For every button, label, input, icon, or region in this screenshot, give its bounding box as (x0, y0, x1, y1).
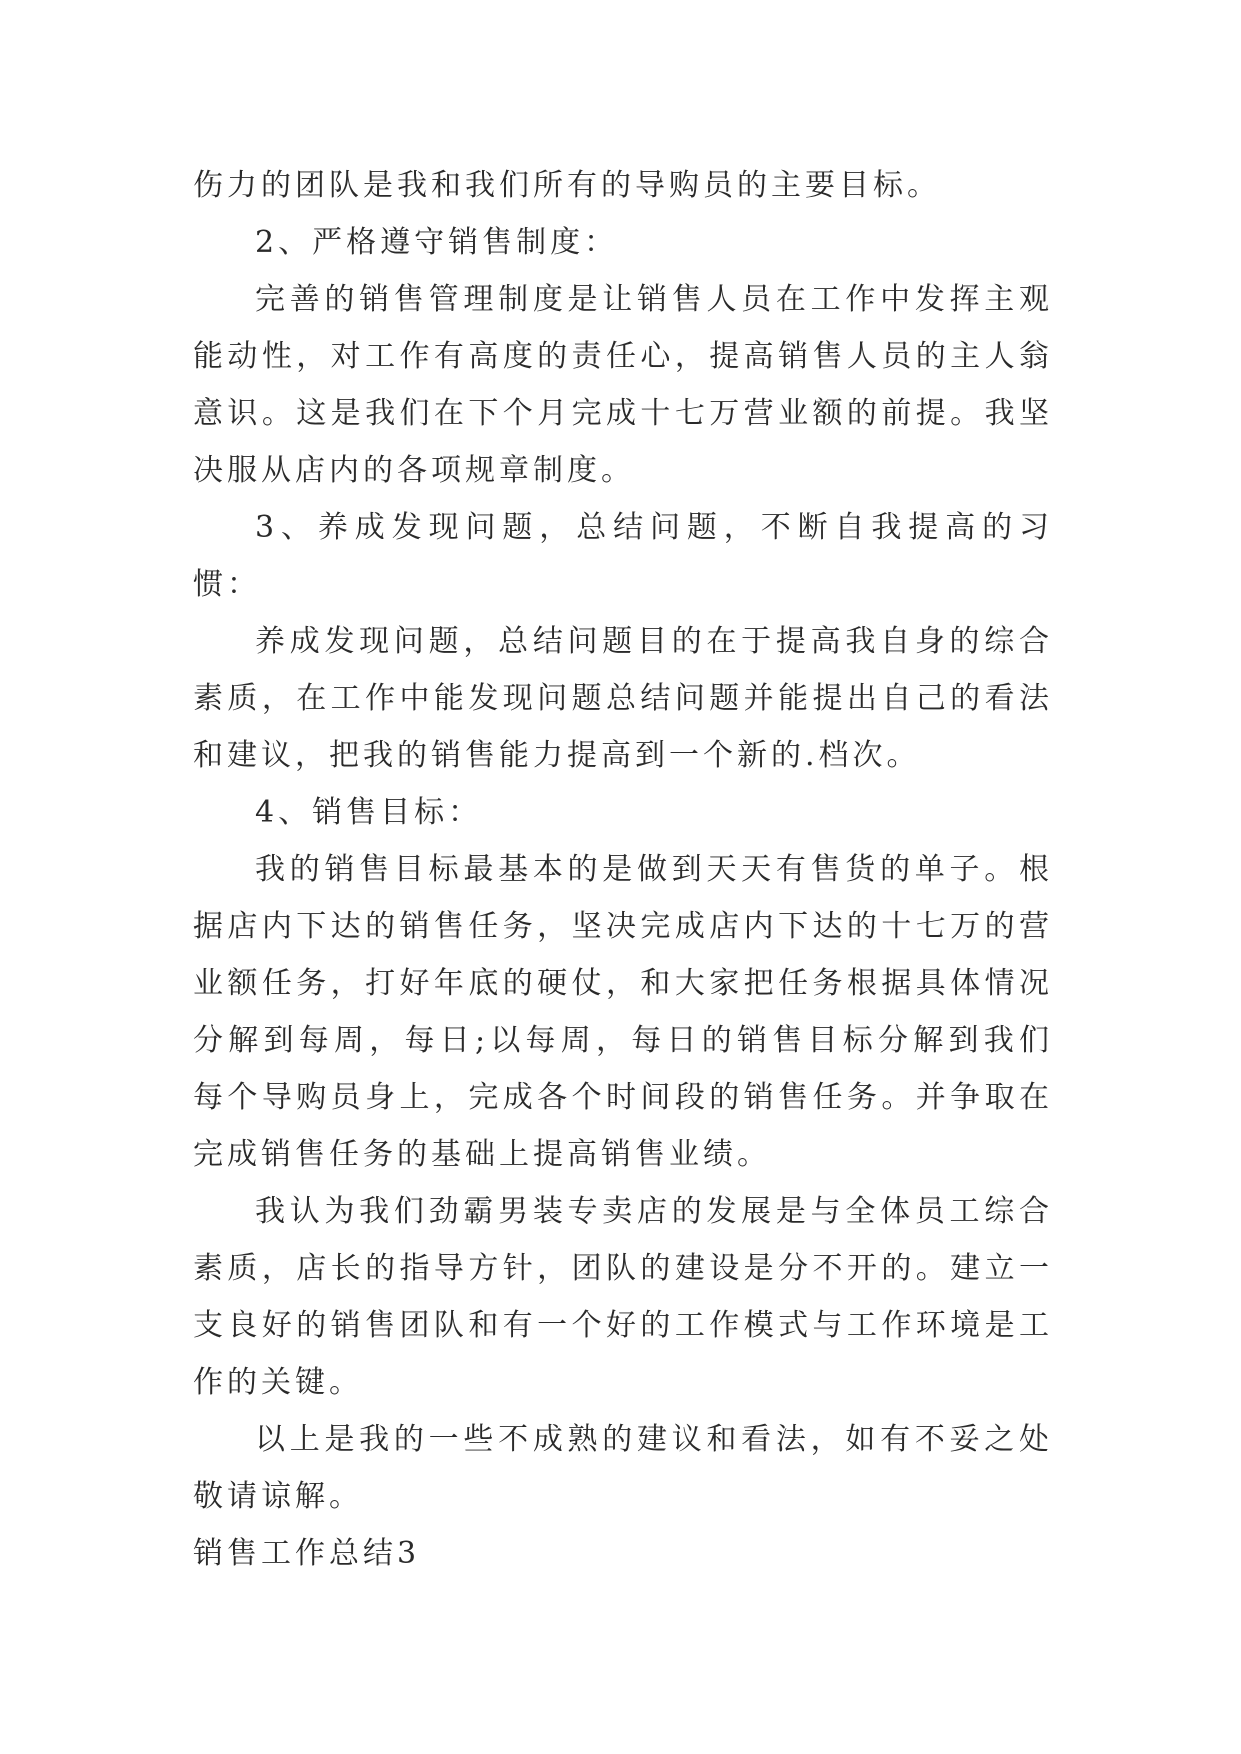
paragraph-self-improvement: 养成发现问题，总结问题目的在于提高我自身的综合素质，在工作中能发现问题总结问题并能提出自己的看法和建议，把我的销售能力提高到一个新的.档次。 (193, 624, 1053, 773)
section-heading-3: 3、养成发现问题，总结问题，不断自我提高的习惯： (193, 510, 1053, 602)
section-title: 销售工作总结3 (193, 1536, 421, 1571)
paragraph-closing: 以上是我的一些不成熟的建议和看法，如有不妥之处敬请谅解。 (193, 1422, 1053, 1514)
document-body (193, 157, 1053, 1582)
section-heading-4: 4、销售目标： (255, 795, 483, 830)
paragraph-sales-system: 完善的销售管理制度是让销售人员在工作中发挥主观能动性，对工作有高度的责任心，提高销售人员的主人翁意识。这是我们在下个月完成十七万营业额的前提。我坚决服从店内的各项规章制度。 (193, 282, 1053, 488)
paragraph-team-development: 我认为我们劲霸男装专卖店的发展是与全体员工综合素质，店长的指导方针，团队的建设是分不开的。建立一支良好的销售团队和有一个好的工作模式与工作环境是工作的关键。 (193, 1194, 1053, 1400)
paragraph-sales-target: 我的销售目标最基本的是做到天天有售货的单子。根据店内下达的销售任务，坚决完成店内下达的十七万的营业额任务，打好年底的硬仗，和大家把任务根据具体情况分解到每周，每日;以每周，每日的销售目标分解到我们每个导购员身上，完成各个时间段的销售任务。并争取在完成销售任务的基础上提高销售业绩。 (193, 852, 1053, 1172)
paragraph-continuation: 伤力的团队是我和我们所有的导购员的主要目标。 (193, 168, 941, 203)
section-heading-2: 2、严格遵守销售制度： (255, 225, 619, 260)
